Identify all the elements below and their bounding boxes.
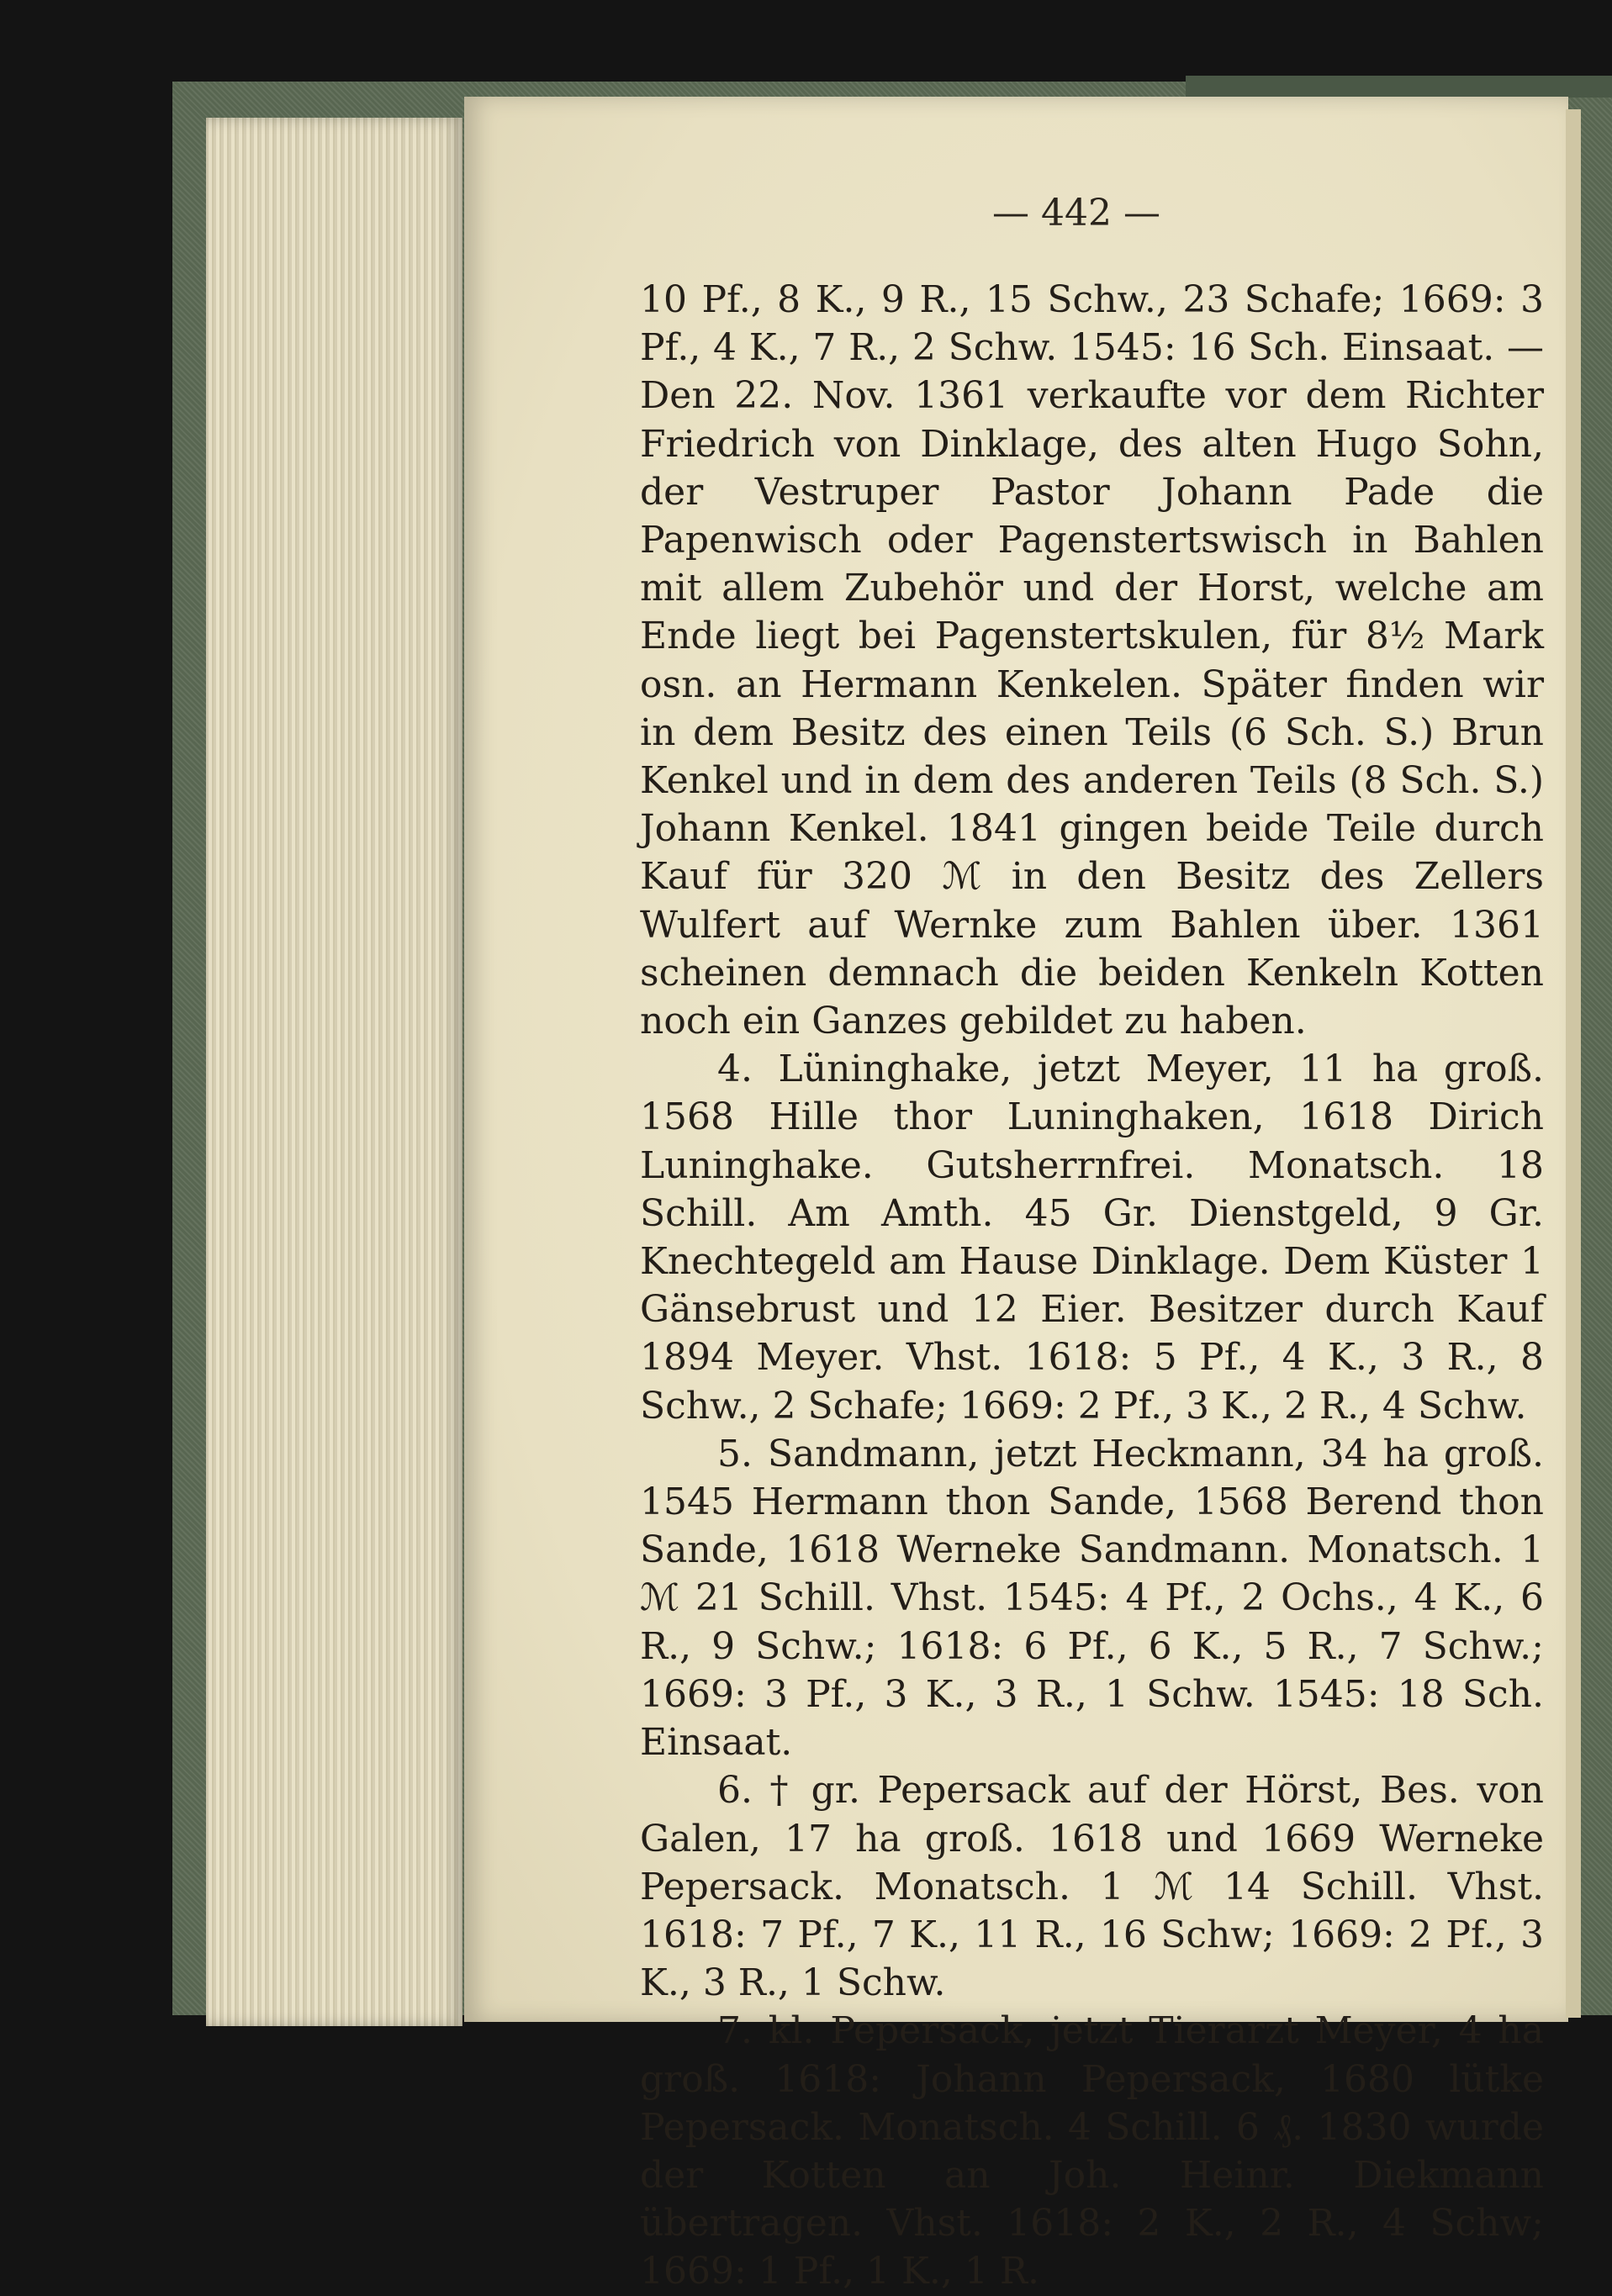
paragraph-entry-6: 6. † gr. Pepersack auf der Hörst, Bes. von Galen, 17 ha groß. 1618 und 1669 Werneke Pepersack. Monatsch. 1 ℳ 14 Schill. Vhst. 1618: 7 Pf., 7 K., 11 R., 16 Schw; 1669: 2 Pf., 3 K., 3 R., 1 Schw. — [640, 1769, 1544, 2005]
page-number: — 442 — — [992, 192, 1160, 235]
text-block — [640, 276, 1544, 2296]
book-cover-top-edge — [1186, 76, 1612, 98]
paragraph-entry-5: 5. Sandmann, jetzt Heckmann, 34 ha groß. 1545 Hermann thon Sande, 1568 Berend thon Sande, 1618 Werneke Sandmann. Monatsch. 1 ℳ 21 Schill. Vhst. 1545: 4 Pf., 2 Ochs., 4 K., 6 R., 9 Schw.; 1618: 6 Pf., 6 K., 5 R., 7 Schw.; 1669: 3 Pf., 3 K., 3 R., 1 Schw. 1545: 18 Sch. Einsaat. — [640, 1432, 1544, 1765]
paragraph-entry-4: 4. Lüninghake, jetzt Meyer, 11 ha groß. 1568 Hille thor Luninghaken, 1618 Dirich Luninghake. Gutsherrnfrei. Monatsch. 18 Schill. Am Amth. 45 Gr. Dienstgeld, 9 Gr. Knechtegeld am Hause Dinklage. Dem Küster 1 Gänsebrust und 12 Eier. Besitzer durch Kauf 1894 Meyer. Vhst. 1618: 5 Pf., 4 K., 3 R., 8 Schw., 2 Schafe; 1669: 2 Pf., 3 K., 2 R., 4 Schw. — [640, 1048, 1544, 1428]
paragraph-entry-7: 7. kl. Pepersack, jetzt Tierarzt Meyer, 4 ha groß. 1618: Johann Pepersack, 1680 lütke Pepersack. Monatsch. 4 Schill. 6 ₰. 1830 wurde der Kotten an Joh. Heinr. Diekmann übertragen. Vhst. 1618: 2 K., 2 R., 4 Schw; 1669: 1 Pf., 1 K., 1 R. — [640, 2009, 1544, 2293]
page-edge-right — [1566, 109, 1581, 2018]
page-edges-stack — [206, 118, 462, 2026]
paragraph-continuation: 10 Pf., 8 K., 9 R., 15 Schw., 23 Schafe; 1669: 3 Pf., 4 K., 7 R., 2 Schw. 1545: 16 Sch. Einsaat. — Den 22. Nov. 1361 verkaufte vor dem Richter Friedrich von Dinklage, des alten Hugo Sohn, der Vestruper Pastor Johann Pade die Papenwisch oder Pagenstertswisch in Bahlen mit allem Zubehör und der Horst, welche am Ende liegt bei Pagenstertskulen, für 8½ Mark osn. an Hermann Kenkelen. Später finden wir in dem Besitz des einen Teils (6 Sch. S.) Brun Kenkel und in dem des anderen Teils (8 Sch. S.) Johann Kenkel. 1841 gingen beide Teile durch Kauf für 320 ℳ in den Besitz des Zellers Wulfert auf Wernke zum Bahlen über. 1361 scheinen demnach die beiden Kenkeln Kotten noch ein Ganzes gebildet zu haben. — [640, 278, 1544, 1043]
